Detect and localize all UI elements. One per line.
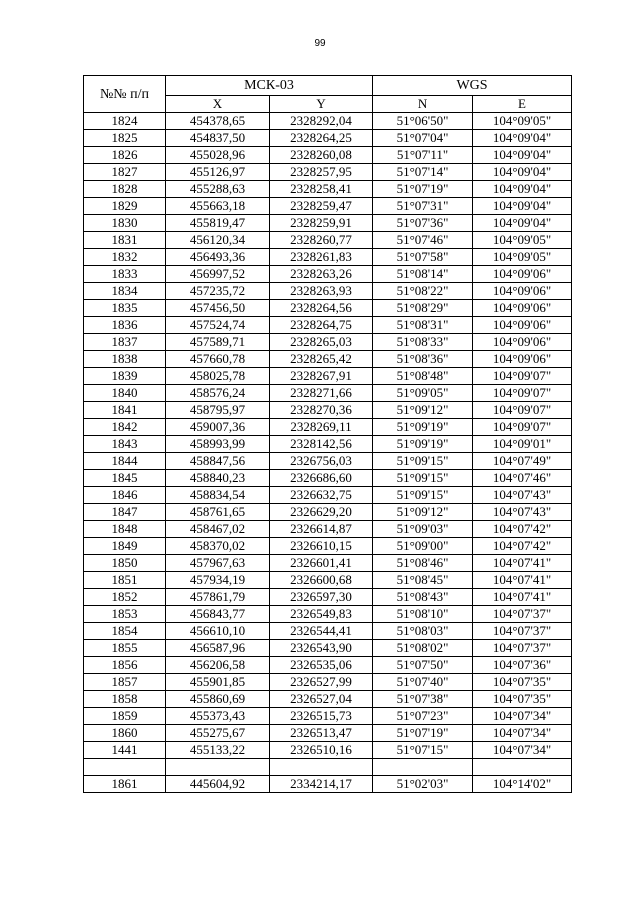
table-row [84, 725, 572, 742]
table-row [84, 521, 572, 538]
cell-x: 445604,92 [166, 776, 270, 793]
cell-x: 458834,54 [166, 487, 270, 504]
cell-e: 104°07'49" [473, 453, 572, 470]
cell-n: 51°08'03" [373, 623, 473, 640]
cell-x: 455275,67 [166, 725, 270, 742]
cell-number: 1854 [84, 623, 166, 640]
table-row [84, 419, 572, 436]
cell-number: 1827 [84, 164, 166, 181]
table-row [84, 640, 572, 657]
cell-number: 1847 [84, 504, 166, 521]
cell-x: 455819,47 [166, 215, 270, 232]
cell-number: 1831 [84, 232, 166, 249]
cell-number: 1825 [84, 130, 166, 147]
cell-number: 1855 [84, 640, 166, 657]
cell-e: 104°09'06" [473, 266, 572, 283]
cell-n: 51°07'31" [373, 198, 473, 215]
cell-n: 51°09'12" [373, 402, 473, 419]
header-col-x: X [166, 96, 270, 113]
cell-y: 2326686,60 [270, 470, 373, 487]
cell-n: 51°07'46" [373, 232, 473, 249]
table-row [84, 266, 572, 283]
table-row [84, 776, 572, 793]
cell-y: 2328263,26 [270, 266, 373, 283]
cell-n: 51°07'14" [373, 164, 473, 181]
cell-n: 51°07'04" [373, 130, 473, 147]
cell-n: 51°08'46" [373, 555, 473, 572]
header-row-number: №№ п/п [84, 76, 166, 113]
cell-y: 2328270,36 [270, 402, 373, 419]
cell-number: 1828 [84, 181, 166, 198]
cell-y: 2326513,47 [270, 725, 373, 742]
cell-number: 1856 [84, 657, 166, 674]
cell-n: 51°02'03" [373, 776, 473, 793]
cell-number: 1846 [84, 487, 166, 504]
cell-x: 456843,77 [166, 606, 270, 623]
cell-n: 51°07'36" [373, 215, 473, 232]
cell-number: 1836 [84, 317, 166, 334]
table-row [84, 317, 572, 334]
header-col-n: N [373, 96, 473, 113]
cell-e: 104°07'37" [473, 606, 572, 623]
cell-y: 2326535,06 [270, 657, 373, 674]
cell-y: 2328260,08 [270, 147, 373, 164]
table-row [84, 504, 572, 521]
cell-e: 104°07'41" [473, 555, 572, 572]
cell-number: 1857 [84, 674, 166, 691]
cell-number: 1848 [84, 521, 166, 538]
cell-e: 104°07'37" [473, 623, 572, 640]
cell-y: 2326543,90 [270, 640, 373, 657]
cell-x: 457861,79 [166, 589, 270, 606]
cell-x: 457524,74 [166, 317, 270, 334]
cell-n: 51°09'19" [373, 436, 473, 453]
table-row [84, 759, 572, 776]
cell-number: 1861 [84, 776, 166, 793]
cell-e: 104°09'06" [473, 283, 572, 300]
cell-number [84, 759, 166, 776]
cell-y: 2326544,41 [270, 623, 373, 640]
table-row [84, 283, 572, 300]
table-row [84, 164, 572, 181]
cell-e: 104°09'04" [473, 130, 572, 147]
cell-x: 458025,78 [166, 368, 270, 385]
header-col-y: Y [270, 96, 373, 113]
table-row [84, 334, 572, 351]
table-row [84, 385, 572, 402]
cell-y: 2328259,47 [270, 198, 373, 215]
cell-y: 2328269,11 [270, 419, 373, 436]
table-row [84, 589, 572, 606]
cell-e: 104°09'01" [473, 436, 572, 453]
cell-n: 51°08'31" [373, 317, 473, 334]
cell-e: 104°09'07" [473, 402, 572, 419]
cell-e: 104°09'07" [473, 419, 572, 436]
cell-number: 1838 [84, 351, 166, 368]
cell-x: 458795,97 [166, 402, 270, 419]
cell-number: 1844 [84, 453, 166, 470]
table-row [84, 249, 572, 266]
cell-number: 1441 [84, 742, 166, 759]
cell-number: 1858 [84, 691, 166, 708]
header-col-e: E [473, 96, 572, 113]
table-row [84, 487, 572, 504]
cell-n: 51°07'19" [373, 181, 473, 198]
cell-n: 51°09'19" [373, 419, 473, 436]
cell-number: 1835 [84, 300, 166, 317]
cell-x: 459007,36 [166, 419, 270, 436]
cell-e: 104°09'04" [473, 215, 572, 232]
cell-number: 1851 [84, 572, 166, 589]
cell-e: 104°07'35" [473, 674, 572, 691]
cell-number: 1830 [84, 215, 166, 232]
table-row [84, 215, 572, 232]
table-row [84, 708, 572, 725]
cell-number: 1859 [84, 708, 166, 725]
header-group-wgs: WGS [373, 76, 572, 96]
cell-e: 104°07'42" [473, 538, 572, 555]
cell-x: 458840,23 [166, 470, 270, 487]
cell-y: 2328259,91 [270, 215, 373, 232]
cell-x: 457589,71 [166, 334, 270, 351]
cell-x: 455288,63 [166, 181, 270, 198]
cell-y: 2328292,04 [270, 113, 373, 130]
cell-y: 2328265,03 [270, 334, 373, 351]
table-row [84, 538, 572, 555]
cell-y: 2328264,56 [270, 300, 373, 317]
cell-n [373, 759, 473, 776]
cell-e: 104°09'04" [473, 164, 572, 181]
cell-e: 104°09'06" [473, 317, 572, 334]
cell-n: 51°07'23" [373, 708, 473, 725]
table-row [84, 674, 572, 691]
cell-y: 2328257,95 [270, 164, 373, 181]
table-row [84, 623, 572, 640]
cell-n: 51°09'15" [373, 487, 473, 504]
cell-e: 104°09'06" [473, 351, 572, 368]
cell-n: 51°09'15" [373, 453, 473, 470]
table-row [84, 402, 572, 419]
cell-y: 2328271,66 [270, 385, 373, 402]
cell-n: 51°08'29" [373, 300, 473, 317]
table-row [84, 555, 572, 572]
cell-e [473, 759, 572, 776]
cell-e: 104°07'34" [473, 742, 572, 759]
cell-x: 455373,43 [166, 708, 270, 725]
cell-n: 51°08'02" [373, 640, 473, 657]
cell-x: 456493,36 [166, 249, 270, 266]
cell-x: 455663,18 [166, 198, 270, 215]
cell-n: 51°08'14" [373, 266, 473, 283]
cell-n: 51°08'33" [373, 334, 473, 351]
cell-number: 1826 [84, 147, 166, 164]
cell-y: 2328267,91 [270, 368, 373, 385]
cell-e: 104°07'37" [473, 640, 572, 657]
cell-x: 455126,97 [166, 164, 270, 181]
cell-e: 104°09'05" [473, 249, 572, 266]
cell-y: 2326510,16 [270, 742, 373, 759]
cell-e: 104°09'04" [473, 147, 572, 164]
table-row [84, 742, 572, 759]
table-row [84, 181, 572, 198]
cell-e: 104°07'43" [473, 487, 572, 504]
cell-y: 2328264,25 [270, 130, 373, 147]
cell-y: 2328264,75 [270, 317, 373, 334]
table-row [84, 470, 572, 487]
table-row [84, 232, 572, 249]
table-row [84, 368, 572, 385]
table-row [84, 572, 572, 589]
cell-n: 51°09'12" [373, 504, 473, 521]
cell-number: 1845 [84, 470, 166, 487]
cell-n: 51°09'03" [373, 521, 473, 538]
cell-y: 2326632,75 [270, 487, 373, 504]
cell-n: 51°07'15" [373, 742, 473, 759]
cell-y: 2326629,20 [270, 504, 373, 521]
table-row [84, 113, 572, 130]
cell-y: 2326549,83 [270, 606, 373, 623]
cell-x: 454378,65 [166, 113, 270, 130]
cell-number: 1860 [84, 725, 166, 742]
cell-x: 456610,10 [166, 623, 270, 640]
cell-x: 458993,99 [166, 436, 270, 453]
cell-x: 456587,96 [166, 640, 270, 657]
cell-number: 1853 [84, 606, 166, 623]
cell-n: 51°09'15" [373, 470, 473, 487]
cell-x: 457235,72 [166, 283, 270, 300]
cell-y: 2326527,99 [270, 674, 373, 691]
cell-x: 454837,50 [166, 130, 270, 147]
cell-n: 51°08'36" [373, 351, 473, 368]
cell-e: 104°07'34" [473, 725, 572, 742]
cell-n: 51°07'38" [373, 691, 473, 708]
cell-y: 2326515,73 [270, 708, 373, 725]
cell-n: 51°08'48" [373, 368, 473, 385]
cell-e: 104°07'42" [473, 521, 572, 538]
cell-e: 104°07'43" [473, 504, 572, 521]
table-body [84, 113, 572, 793]
cell-e: 104°09'04" [473, 181, 572, 198]
table-row [84, 147, 572, 164]
cell-y: 2326600,68 [270, 572, 373, 589]
cell-y: 2328142,56 [270, 436, 373, 453]
cell-e: 104°09'05" [473, 113, 572, 130]
cell-number: 1824 [84, 113, 166, 130]
cell-number: 1840 [84, 385, 166, 402]
cell-number: 1841 [84, 402, 166, 419]
cell-x: 457456,50 [166, 300, 270, 317]
cell-number: 1852 [84, 589, 166, 606]
cell-y: 2328265,42 [270, 351, 373, 368]
cell-y: 2326610,15 [270, 538, 373, 555]
table-row [84, 300, 572, 317]
cell-e: 104°07'36" [473, 657, 572, 674]
cell-n: 51°07'11" [373, 147, 473, 164]
cell-x: 458761,65 [166, 504, 270, 521]
cell-x: 458576,24 [166, 385, 270, 402]
table-row [84, 130, 572, 147]
cell-y: 2328261,83 [270, 249, 373, 266]
cell-y: 2326527,04 [270, 691, 373, 708]
table-row [84, 436, 572, 453]
cell-e: 104°07'34" [473, 708, 572, 725]
cell-n: 51°08'43" [373, 589, 473, 606]
cell-x: 457967,63 [166, 555, 270, 572]
coordinates-table [83, 75, 572, 793]
cell-e: 104°09'05" [473, 232, 572, 249]
page-number: 99 [314, 38, 326, 49]
cell-number: 1832 [84, 249, 166, 266]
cell-x: 455133,22 [166, 742, 270, 759]
cell-number: 1839 [84, 368, 166, 385]
cell-y [270, 759, 373, 776]
cell-y: 2326597,30 [270, 589, 373, 606]
cell-y: 2334214,17 [270, 776, 373, 793]
cell-n: 51°06'50" [373, 113, 473, 130]
cell-n: 51°09'05" [373, 385, 473, 402]
table-row [84, 657, 572, 674]
cell-n: 51°07'50" [373, 657, 473, 674]
cell-number: 1850 [84, 555, 166, 572]
cell-number: 1842 [84, 419, 166, 436]
cell-e: 104°09'06" [473, 300, 572, 317]
cell-number: 1843 [84, 436, 166, 453]
cell-e: 104°09'07" [473, 385, 572, 402]
cell-number: 1834 [84, 283, 166, 300]
cell-number: 1829 [84, 198, 166, 215]
cell-y: 2328263,93 [270, 283, 373, 300]
cell-number: 1833 [84, 266, 166, 283]
cell-n: 51°07'58" [373, 249, 473, 266]
cell-x: 456997,52 [166, 266, 270, 283]
cell-x: 457934,19 [166, 572, 270, 589]
table-row [84, 351, 572, 368]
cell-x: 456206,58 [166, 657, 270, 674]
cell-n: 51°08'22" [373, 283, 473, 300]
header-group-msk03: МСК-03 [166, 76, 373, 96]
table-row [84, 606, 572, 623]
cell-y: 2328260,77 [270, 232, 373, 249]
cell-y: 2328258,41 [270, 181, 373, 198]
cell-n: 51°08'10" [373, 606, 473, 623]
cell-x: 458370,02 [166, 538, 270, 555]
cell-e: 104°07'41" [473, 572, 572, 589]
cell-x: 455860,69 [166, 691, 270, 708]
cell-x: 457660,78 [166, 351, 270, 368]
cell-e: 104°09'06" [473, 334, 572, 351]
cell-y: 2326756,03 [270, 453, 373, 470]
cell-x: 456120,34 [166, 232, 270, 249]
cell-e: 104°07'41" [473, 589, 572, 606]
cell-e: 104°07'46" [473, 470, 572, 487]
cell-e: 104°09'07" [473, 368, 572, 385]
table-row [84, 453, 572, 470]
cell-n: 51°09'00" [373, 538, 473, 555]
cell-x: 455901,85 [166, 674, 270, 691]
cell-x [166, 759, 270, 776]
cell-x: 458467,02 [166, 521, 270, 538]
cell-n: 51°07'40" [373, 674, 473, 691]
cell-e: 104°14'02" [473, 776, 572, 793]
table-row [84, 691, 572, 708]
cell-e: 104°09'04" [473, 198, 572, 215]
cell-number: 1837 [84, 334, 166, 351]
cell-number: 1849 [84, 538, 166, 555]
cell-x: 458847,56 [166, 453, 270, 470]
cell-n: 51°08'45" [373, 572, 473, 589]
cell-e: 104°07'35" [473, 691, 572, 708]
cell-y: 2326614,87 [270, 521, 373, 538]
cell-n: 51°07'19" [373, 725, 473, 742]
table-row [84, 198, 572, 215]
cell-y: 2326601,41 [270, 555, 373, 572]
cell-x: 455028,96 [166, 147, 270, 164]
